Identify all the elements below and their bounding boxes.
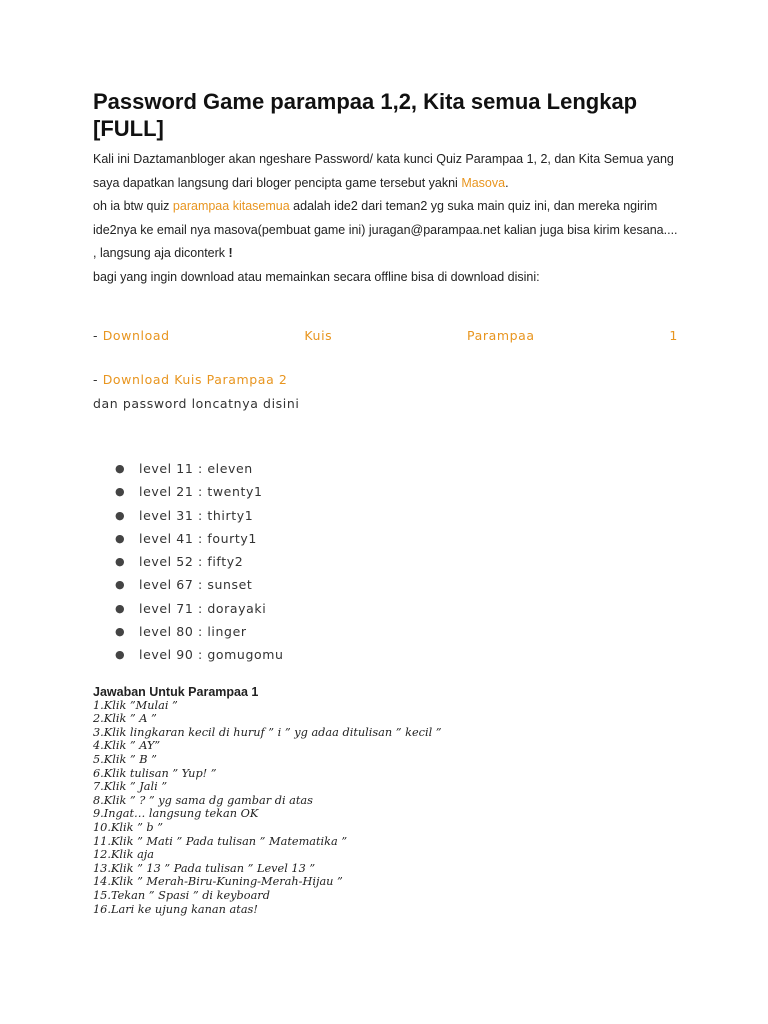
list-item: 12.Klik aja [93,848,155,862]
dash: - [93,328,99,343]
bullet-icon: ● [115,508,126,522]
answers-heading: Jawaban Untuk Parampaa 1 [93,684,259,699]
parampaa-link[interactable]: parampaa [172,199,230,213]
bullet-icon: ● [115,485,126,499]
intro-text: adalah ide2 dari teman2 yg suka main quiz ini, dan mereka ngirim ide2nya ke email nya masova(pembuat game ini) juragan@parampaa.net kalian juga bisa kirim kesana.... , langsung aja diconterk [93,199,678,260]
bullet-icon: ● [115,648,126,662]
list-item: 4.Klik ” AY” [93,739,161,753]
list-item: ● level 52 : fifty2 [93,550,678,573]
intro-paragraph-3: bagi yang ingin download atau memainkan secara offline bisa di download disini: [93,269,540,284]
list-item: ● level 11 : eleven [93,457,678,480]
kitasemua-link[interactable]: kitasemua [232,199,290,213]
download-link-word[interactable]: Kuis [304,328,333,343]
bullet-icon: ● [115,462,126,475]
bullet-icon: ● [115,555,126,569]
download-parampaa-2-line [93,371,678,389]
exclamation: ! [228,246,233,260]
intro-text: oh ia btw quiz [93,199,173,213]
bullet-icon: ● [115,531,126,545]
list-item: 11.Klik ” Mati ” Pada tulisan ” Matematika ” [93,834,348,848]
list-item: 9.Ingat… langsung tekan OK [93,807,259,821]
password-subtitle: dan password loncatnya disini [93,396,300,411]
bullet-icon: ● [115,578,126,592]
bullet-icon: ● [115,601,126,615]
download-link-word[interactable]: 1 [669,328,678,343]
list-item: 7.Klik ” Jali ” [93,780,168,794]
list-item: 15.Tekan ” Spasi ” di keyboard [93,888,270,902]
bullet-icon: ● [115,625,126,639]
list-item: 14.Klik ” Merah-Biru-Kuning-Merah-Hijau ” [93,875,343,889]
answers-list [93,699,678,917]
download-link-word[interactable]: Download [102,328,170,343]
level-password-list [93,457,678,667]
list-item: 13.Klik ” 13 ” Pada tulisan ” Level 13 ” [93,861,316,875]
list-item: 16.Lari ke ujung kanan atas! [93,902,258,916]
download-parampaa-2-link[interactable]: Download Kuis Parampaa 2 [102,372,288,387]
page-title: Password Game parampaa 1,2, Kita semua Lengkap [FULL] [93,89,638,141]
list-item: 10.Klik ” b ” [93,821,164,835]
list-item: ● level 90 : gomugomu [93,643,678,666]
list-item: ● level 41 : fourty1 [93,527,678,550]
intro-paragraph-1 [93,148,678,195]
intro-period: . [505,175,509,190]
list-item: 5.Klik ” B ” [93,753,157,767]
list-item: ● level 80 : linger [93,620,678,643]
dash: - [93,372,99,387]
list-item: ● level 31 : thirty1 [93,504,678,527]
article [93,88,678,916]
intro-paragraph-2 [93,195,678,266]
list-item: 6.Klik tulisan ” Yup! ” [93,766,217,780]
download-parampaa-1-line [93,327,678,345]
download-link-word[interactable]: Parampaa [467,328,535,343]
list-item: 2.Klik ” A ” [93,712,157,726]
list-item: 1.Klik ”Mulai ” [93,698,178,712]
list-item: ● level 67 : sunset [93,573,678,596]
masova-link[interactable]: Masova [461,175,506,190]
list-item: ● level 71 : dorayaki [93,597,678,620]
list-item: ● level 21 : twenty1 [93,480,678,503]
list-item: 8.Klik ” ? ” yg sama dg gambar di atas [93,793,313,807]
intro-text: Kali ini Daztamanbloger akan ngeshare Password/ kata kunci Quiz Parampaa 1, 2, dan Kita Semua yang saya dapatkan langsung dari bloger pencipta game tersebut yakni [93,152,674,190]
list-item: 3.Klik lingkaran kecil di huruf ” i ” yg adaa ditulisan ” kecil ” [93,725,442,739]
